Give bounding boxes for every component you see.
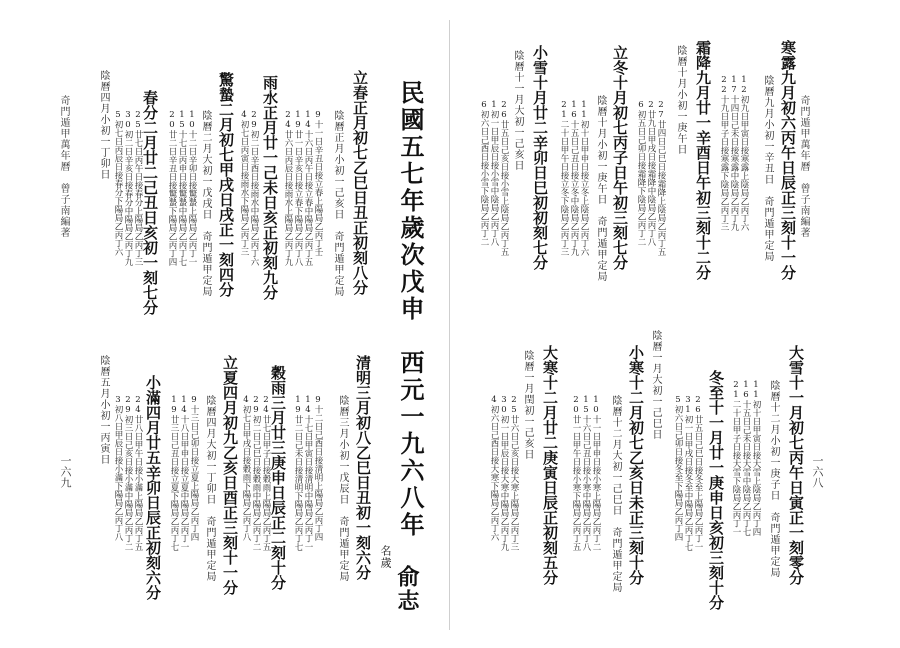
term-qingming-sub: 陰曆三月小初一戊辰日 奇門遁甲定局: [337, 395, 348, 582]
right-page-header: 奇門遁甲萬年曆 曾子南編著: [798, 95, 809, 238]
day-row: 20廿一日甲午日接小寒下陽局乙丙丁五: [571, 395, 581, 551]
day-row: 15十七日丙申日接驚蟄中陽局乙丙丁七: [177, 110, 187, 266]
term-guyu: 穀雨三月廿三庚申日辰正二刻十分: [269, 365, 287, 590]
day-row: 12初九日甲寅日接寒露上陰局乙丙丁六: [739, 75, 749, 231]
term-dahan-sub: 陰曆一月閏初一己亥日: [522, 350, 533, 460]
day-row: 27廿四日己巳日接霜降上陰局乙丙丁五: [656, 100, 666, 256]
author-name: 俞志: [394, 565, 420, 613]
left-page-header: 奇門遁甲萬年曆 曾子南編著: [58, 95, 69, 238]
day-row: 9十二日己酉日接清明上陽局乙丙丁四: [313, 395, 323, 541]
term-chunfen-sub: 陰曆四月小初一丁卯日: [98, 70, 109, 180]
term-xiaohan-sub: 陰曆十二月大初一己巳日 奇門遁甲定局: [610, 395, 621, 593]
day-row: 5初六日己卯日接冬至下陽局乙丙丁四: [673, 395, 683, 541]
term-dahan: 大寒十二月廿二庚寅日辰正初刻五分: [541, 345, 559, 585]
term-daxue-days: [730, 380, 760, 536]
term-dongzhi: 冬至十一月廿一庚申日亥初三刻十分: [707, 370, 725, 610]
day-row: 26廿五日己巳日接冬至上陽局乙丙丁一: [693, 395, 703, 551]
term-shuangjiang-days: [635, 100, 665, 256]
year-title: 民國五七年歲次戊申: [396, 80, 425, 323]
day-row: 30初一日甲辰日接大寒中陽局乙丙丁九: [499, 395, 509, 551]
day-row: 14十六日丙午日接立春中陽局乙丙丁五: [303, 110, 313, 266]
term-jingzhe: 驚蟄二月初七甲戌日戌正一刻四分: [217, 72, 235, 297]
term-hanlu: 寒露九月初六丙午日辰正三刻十一分: [779, 40, 797, 280]
day-row: 21二十日甲午日接立冬下陰局乙丙丁三: [559, 100, 569, 256]
term-lichun-days: [282, 110, 322, 266]
term-yushui-days: [238, 110, 258, 266]
day-row: 9十三日己卯日接立夏上陽局乙丙丁四: [189, 395, 199, 541]
term-lixia: 立夏四月初九乙亥日酉正三刻十一分: [221, 355, 239, 595]
day-row: 4初七日丙寅日接雨水下陽局乙丙丁三: [239, 110, 249, 256]
day-row: 6初五日己卯日接霜降下陰局乙丙丁二: [636, 100, 646, 246]
term-xiaoman-days: [112, 395, 142, 551]
term-chunfen-days: [112, 110, 142, 266]
day-row: 11初十日甲申日接立冬上陰局乙丙丁六: [579, 100, 589, 256]
term-qingming-days: [292, 395, 322, 551]
page-number: 一六九: [59, 455, 72, 488]
day-row: 21二十日甲子日接大雪下陰局乙丙丁一: [731, 380, 741, 536]
term-yushui: 雨水正月廿一己未日亥正初刻九分: [261, 75, 279, 300]
day-row: 10十二日辛卯日接驚蟄上陽局乙丙丁一: [187, 110, 197, 266]
day-row: 3初八日甲辰日接小滿下陽局乙丙丁八: [113, 395, 123, 541]
term-qingming: 清明三月初八乙巳日丑初一刻六分: [354, 355, 372, 580]
day-row: 2廿九日甲戌日接霜降中陰局乙丙丁八: [646, 100, 656, 246]
term-guyu-days: [240, 395, 270, 551]
right-page: [450, 0, 900, 648]
day-row: 16十五日己未日接大雪中陰局乙丙丁七: [741, 380, 751, 536]
day-row: 19廿一日辛亥日接立春下陽局乙丙丁八: [293, 110, 303, 266]
term-lixia-sub: 陰曆四月大初一丁卯日 奇門遁甲定局: [204, 395, 215, 582]
term-xiaohan-days: [570, 395, 600, 551]
day-row: 5初七日丙辰日接春分下陽局乙丙丁六: [113, 110, 123, 256]
term-xiaoman-sub: 陰曆五月小初一丙寅日: [98, 355, 109, 465]
term-xiaoxue-days: [478, 100, 508, 256]
page-number: 一六八: [811, 455, 824, 488]
term-jingzhe-days: [166, 110, 196, 266]
day-row: 29初三日己亥日接小滿中陽局乙丙丁二: [123, 395, 133, 551]
day-row: 25廿七日丙午日接春分上陽局乙丙丁三: [133, 110, 143, 266]
term-xiaohan: 小寒十二月初七乙亥日未正三刻十分: [627, 345, 645, 585]
day-row: 20廿二日辛丑日接驚蟄下陽局乙丙丁四: [167, 110, 177, 266]
day-row: 6初六日己酉日接小雪下陰局乙丙丁二: [479, 100, 489, 246]
day-row: 15十六日己丑日接小寒中陽局乙丙丁八: [581, 395, 591, 551]
day-row: 14十八日甲申日接立夏中陽局乙丙丁一: [179, 395, 189, 551]
term-shuangjiang-sub: 陰曆十月小初一庚午日: [675, 45, 686, 155]
day-row: 14十七日甲寅日接清明中陽局乙丙丁一: [303, 395, 313, 551]
day-row: 24廿六日丙辰日接雨水上陽局乙丙丁九: [283, 110, 293, 266]
term-lidong-sub: 陰曆十月小初一庚午日 奇門遁甲定局: [595, 95, 606, 282]
year-title-western: 西元一九六八年: [396, 350, 425, 539]
term-lichun: 立春正月初七乙巳日丑正初刻八分: [351, 70, 369, 295]
day-row: 1初一日甲辰日接小雪中陰局乙丙丁八: [489, 100, 499, 246]
term-xiaoxue: 小雪十月廿二辛卯日巳初初刻七分: [531, 45, 549, 270]
term-dongzhi-days: [672, 395, 702, 551]
term-lidong: 立冬十月初七丙子日午初三刻七分: [611, 45, 629, 270]
term-hanlu-days: [718, 75, 748, 231]
day-row: 4初六日己酉日接大寒下陽局乙丙丁六: [489, 395, 499, 541]
day-row: 17十四日己未日接寒露中陰局乙丙丁九: [729, 75, 739, 231]
day-row: 19廿三日己丑日接立夏下陽局乙丙丁七: [169, 395, 179, 551]
day-row: 22十九日甲子日接寒露下陰局乙丙丁三: [719, 75, 729, 231]
term-dongzhi-sub: 陰曆一月大初一己巳日: [650, 330, 661, 440]
term-chunfen: 春分二月廿二己丑日亥初一刻七分: [141, 90, 159, 315]
term-xiaoxue-sub: 陰曆十一月大初一己亥日: [512, 50, 523, 171]
term-lidong-days: [558, 100, 588, 256]
day-row: 11初十日甲寅日接大雪上陰局乙丙丁四: [751, 380, 761, 536]
term-lichun-sub: 陰曆正月小初一己亥日 奇門遁甲定局: [332, 110, 343, 297]
day-row: 16十五日己丑日接立冬中陰局乙丙丁九: [569, 100, 579, 256]
day-row: 19廿二日己未日接清明下陽局乙丙丁七: [293, 395, 303, 551]
day-row: 4初七日甲戌日接穀雨下陽局乙丙丁八: [241, 395, 251, 541]
term-daxue-sub: 陰曆十二月小初一庚子日 奇門遁甲定局: [768, 380, 779, 578]
day-row: 9十一日辛丑日接立春上陽局乙丙丁壬: [313, 110, 323, 256]
day-row: 26廿五日己亥日接小雪上陰局乙丙丁五: [499, 100, 509, 256]
day-row: 30初二日辛亥日接春分中陽局乙丙丁九: [123, 110, 133, 266]
term-lixia-days: [168, 395, 198, 551]
day-row: 29初二日辛酉日接雨水中陽局乙丙丁六: [249, 110, 259, 266]
term-daxue: 大雪十一月初七丙午日寅正一刻零分: [787, 345, 805, 585]
term-shuangjiang: 霜降九月廿一辛酉日午初三刻十二分: [694, 40, 712, 280]
day-row: 31初一日甲戌日接冬至中陽局乙丙丁七: [683, 395, 693, 551]
term-jingzhe-sub: 陰曆二月大初一戊戌日 奇門遁甲定局: [200, 110, 211, 297]
day-row: 10十一日甲申日接小寒上陽局乙丙丁二: [591, 395, 601, 551]
day-row: 24廿八日甲午日接小滿上陽局乙丙丁五: [133, 395, 143, 551]
author-label: 名歲: [379, 545, 392, 569]
day-row: 25廿六日己亥日接大寒上陽局乙丙丁三: [509, 395, 519, 551]
day-row: 24廿七日甲子日接穀雨上陽局乙丙丁五: [261, 395, 271, 551]
term-dahan-days: [488, 395, 518, 551]
term-hanlu-sub: 陰曆九月小初一辛丑日 奇門遁甲定局: [762, 75, 773, 262]
term-xiaoman: 小滿四月廿五辛卯日辰正初刻六分: [144, 375, 162, 600]
day-row: 29初二日己巳日接穀雨中陽局乙丙丁二: [251, 395, 261, 551]
